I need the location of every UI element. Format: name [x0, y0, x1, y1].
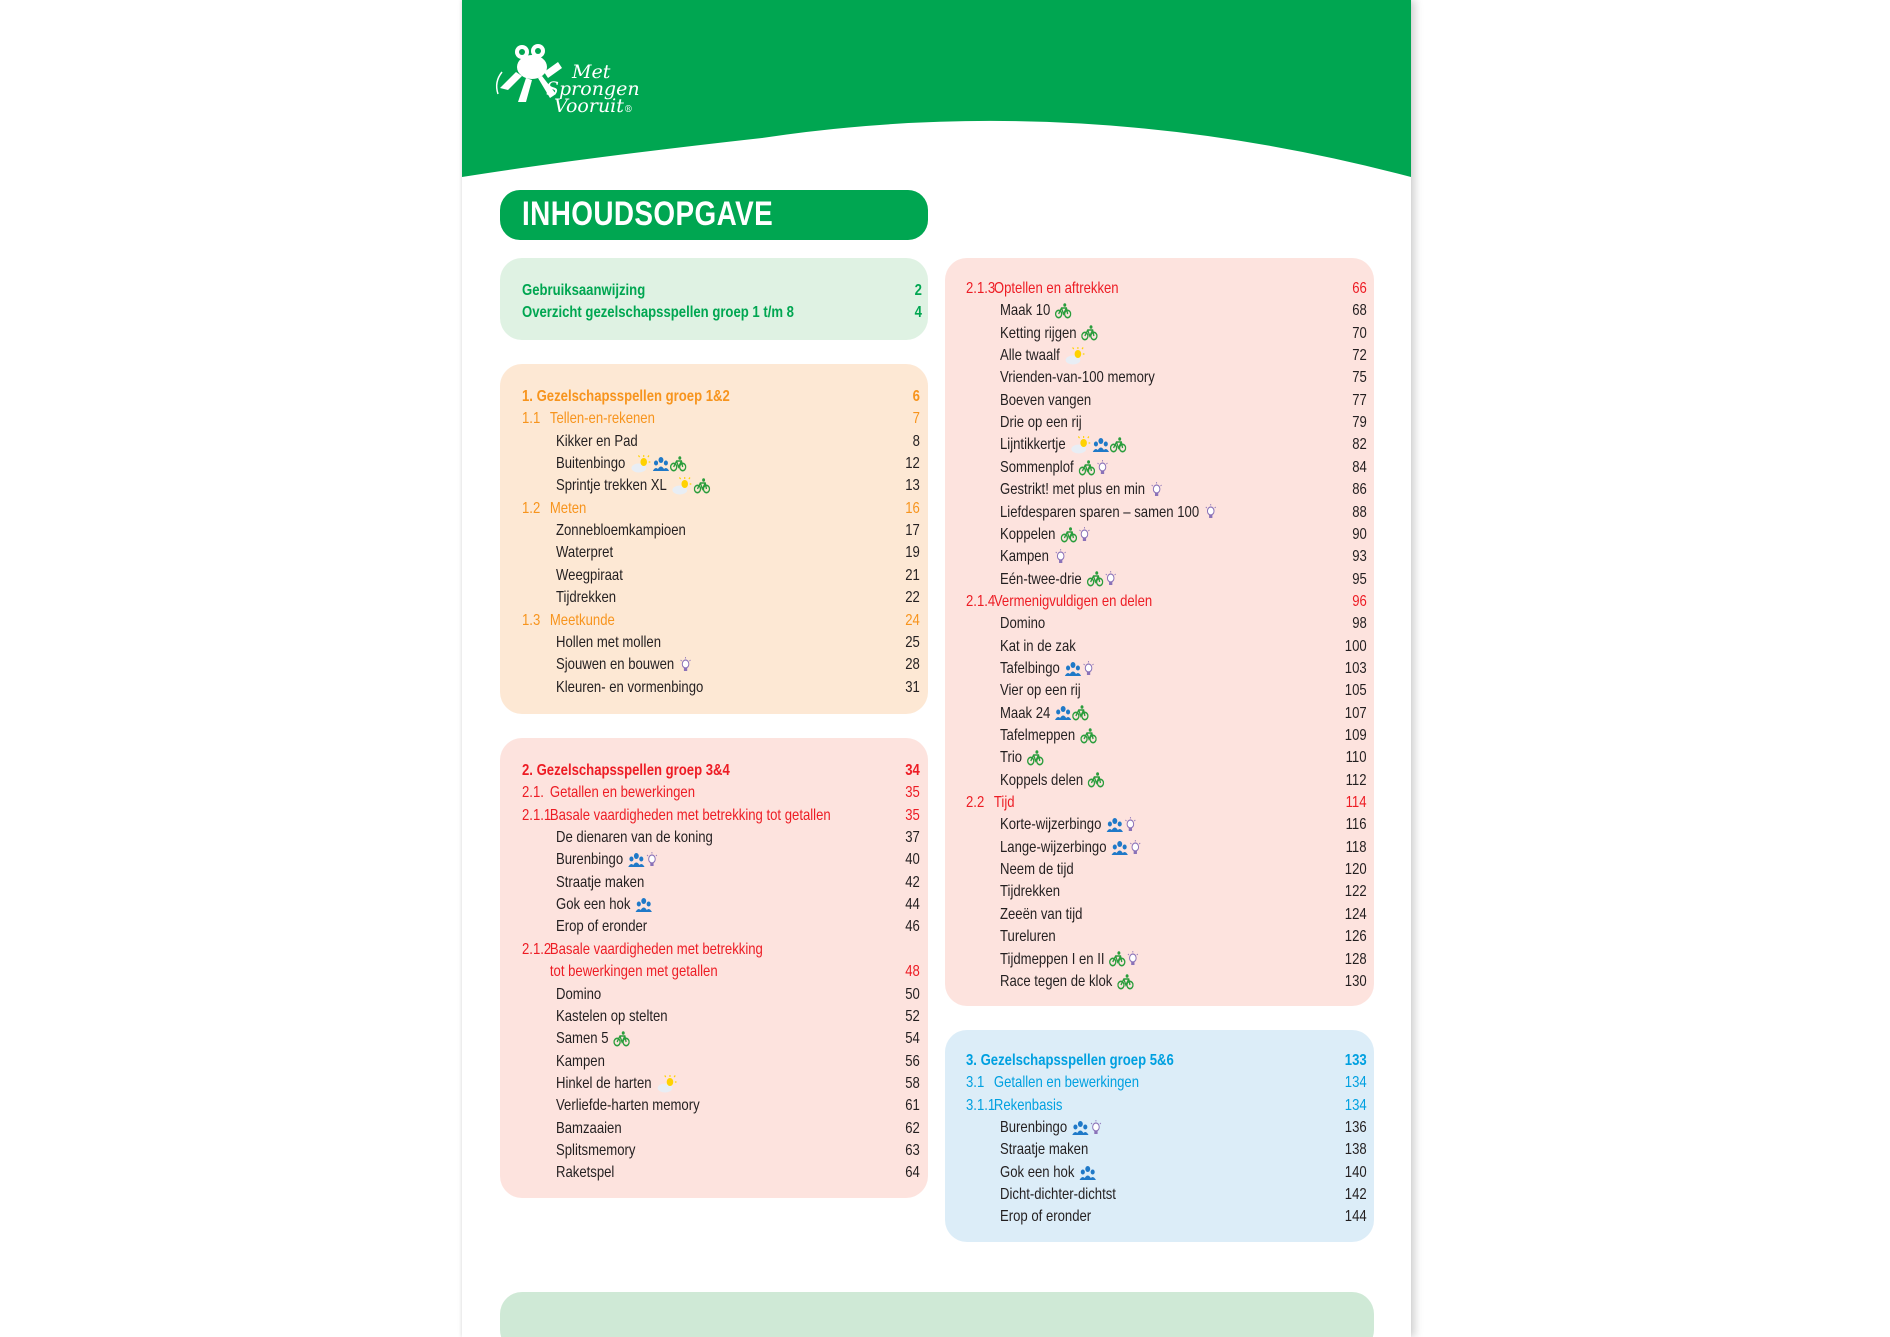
bulb-icon [1129, 839, 1143, 856]
toc-page-number: 66 [1352, 280, 1367, 297]
toc-number: 2.1.4 [966, 592, 996, 610]
toc-entry [556, 453, 920, 475]
toc-subsection [966, 792, 1367, 814]
toc-title: Zonnebloemkampioen [556, 522, 686, 540]
toc-title: Kampen [556, 1052, 605, 1070]
toc-page-number: 40 [905, 851, 920, 869]
toc-page-number: 82 [1352, 436, 1367, 454]
toc-title: Waterpret [556, 544, 614, 562]
toc-entry [556, 984, 920, 1006]
toc-entry [1000, 502, 1367, 524]
toc-page-number: 35 [905, 784, 920, 802]
bike-icon [1088, 772, 1105, 789]
toc-page-number: 58 [905, 1074, 920, 1092]
toc-page-number: 107 [1345, 704, 1367, 722]
toc-subsection [522, 610, 920, 632]
bike-icon [1080, 727, 1097, 744]
bulb-icon [1104, 571, 1118, 588]
toc-page-number: 52 [905, 1007, 920, 1025]
toc-entry [1000, 546, 1367, 568]
toc-title: Zeeën van tijd [1000, 905, 1083, 923]
toc-page-number: 35 [905, 806, 920, 824]
toc-page-number: 31 [905, 678, 920, 696]
toc-entry [1000, 904, 1367, 926]
toc-page-number: 142 [1345, 1186, 1367, 1204]
toc-page-number: 7 [912, 410, 920, 428]
toc-title: Basale vaardigheden met betrekking tot getallen [549, 806, 831, 824]
toc-subsection [522, 805, 920, 827]
toc-page-number: 12 [905, 455, 920, 473]
toc-section-heading [522, 386, 920, 408]
bulb-icon [1150, 481, 1164, 498]
toc-page-number: 93 [1352, 548, 1367, 566]
toc-entry [556, 632, 920, 654]
toc-title: Kat in de zak [1000, 637, 1076, 655]
toc-title: Raketspel [556, 1164, 615, 1182]
toc-page-number: 144 [1345, 1208, 1367, 1226]
toc-page-number: 136 [1345, 1119, 1367, 1137]
toc-entry [1000, 725, 1367, 747]
toc-entry [556, 677, 920, 699]
toc-title: Getallen en bewerkingen [993, 1074, 1140, 1092]
toc-title: Maak 10 [1000, 302, 1051, 320]
toc-title: Domino [1000, 615, 1046, 633]
toc-title: Kikker en Pad [556, 432, 638, 450]
toc-title: Tijdrekken [1000, 883, 1061, 901]
toc-entry [556, 894, 920, 916]
toc-page-number: 86 [1352, 481, 1367, 499]
toc-page-number: 128 [1345, 950, 1367, 968]
toc-page-number: 44 [905, 896, 920, 914]
toc-title: Korte-wijzerbingo [1000, 816, 1102, 834]
toc-page-number: 118 [1346, 838, 1367, 856]
toc-title: Bamzaaien [556, 1119, 622, 1137]
toc-subsection [966, 591, 1367, 613]
toc-entry [556, 849, 920, 871]
toc-entry [1000, 658, 1367, 680]
toc-title: Straatje maken [556, 873, 645, 891]
sun-icon [1071, 436, 1093, 453]
toc-title: tot bewerkingen met getallen [549, 963, 718, 981]
toc-page-number: 62 [905, 1119, 920, 1137]
toc-title: Neem de tijd [1000, 861, 1074, 879]
toc-number: 2.1. [522, 784, 544, 802]
toc-number: 2.1.3 [966, 280, 996, 297]
bike-icon [1079, 459, 1096, 476]
toc-title: Dicht-dichter-dichtst [1000, 1186, 1116, 1204]
toc-entry [556, 520, 920, 542]
toc-subsection [966, 1095, 1367, 1117]
toc-title: Straatje maken [1000, 1141, 1089, 1159]
toc-entry [1000, 1117, 1367, 1139]
toc-section-heading [522, 760, 920, 782]
toc-page-number: 6 [912, 388, 920, 405]
bulb-icon [1082, 660, 1096, 677]
toc-title: Lange-wijzerbingo [1000, 838, 1107, 856]
bulb-icon [1078, 526, 1092, 543]
toc-title: Gok een hok [556, 896, 631, 914]
bike-icon [1109, 951, 1126, 968]
toc-page-number: 98 [1352, 615, 1367, 633]
toc-page-number: 103 [1345, 659, 1367, 677]
toc-entry [1000, 926, 1367, 948]
toc-title: Basale vaardigheden met betrekking [549, 940, 763, 958]
toc-entry [556, 1028, 920, 1050]
toc-title: Tureluren [1000, 928, 1056, 946]
toc-title: Samen 5 [556, 1030, 609, 1048]
toc-entry [1000, 859, 1367, 881]
toc-page-number: 4 [914, 304, 922, 321]
toc-entry [1000, 837, 1367, 859]
toc-title: Rekenbasis [993, 1096, 1063, 1114]
toc-entry [556, 654, 920, 676]
bike-icon [1110, 436, 1127, 453]
toc-page-number: 24 [905, 611, 920, 629]
toc-title: 2. Gezelschapsspellen groep 3&4 [522, 762, 730, 779]
toc-page-number: 79 [1352, 414, 1367, 432]
toc-page-number: 48 [905, 963, 920, 981]
toc-page-number: 28 [905, 656, 920, 674]
toc-title: Gebruiksaanwijzing [522, 282, 646, 299]
toc-entry [1000, 367, 1367, 389]
toc-page-number: 116 [1346, 816, 1367, 834]
toc-page-number: 46 [905, 918, 920, 936]
toc-title: Trio [1000, 749, 1023, 767]
toc-page-number: 61 [905, 1097, 920, 1115]
toc-entry [1000, 569, 1367, 591]
toc-title: Optellen en aftrekken [993, 280, 1119, 297]
toc-title: Kampen [1000, 548, 1049, 566]
toc-page-number: 120 [1345, 861, 1367, 879]
toc-entry [556, 1073, 920, 1095]
toc-page-number: 95 [1352, 570, 1367, 588]
toc-title: Tijdrekken [556, 589, 617, 607]
toc-title: Sprintje trekken XL [556, 477, 667, 495]
toc-subsection [522, 408, 920, 430]
toc-page-number: 8 [912, 432, 920, 450]
bulb-icon [1204, 504, 1218, 521]
toc-title: Meetkunde [549, 611, 615, 629]
toc-page-number: 110 [1346, 749, 1367, 767]
toc-entry [556, 827, 920, 849]
toc-title: Tijd [993, 794, 1015, 812]
toc-page-number: 25 [905, 633, 920, 651]
toc-title: Hollen met mollen [556, 633, 662, 651]
toc-entry [1000, 524, 1367, 546]
toc-entry [556, 1140, 920, 1162]
toc-entry [1000, 457, 1367, 479]
toc-entry [1000, 747, 1367, 769]
toc-entry [1000, 345, 1367, 367]
toc-entry [556, 1118, 920, 1140]
toc-page-number: 88 [1352, 503, 1367, 521]
toc-page-number: 134 [1345, 1074, 1367, 1092]
toc-entry [556, 475, 920, 497]
group-icon [1111, 839, 1128, 856]
toc-page-number: 34 [905, 762, 920, 779]
toc-page-number: 114 [1346, 794, 1367, 812]
toc-page-number: 90 [1352, 525, 1367, 543]
toc-title: Sjouwen en bouwen [556, 656, 675, 674]
group-icon [1093, 436, 1110, 453]
toc-page-number: 68 [1352, 302, 1367, 320]
toc-entry [556, 872, 920, 894]
toc-page-number: 122 [1345, 883, 1367, 901]
toc-title: Sommenplof [1000, 459, 1074, 477]
bike-icon [1087, 571, 1104, 588]
toc-title: 3. Gezelschapsspellen groep 5&6 [966, 1052, 1174, 1069]
toc-title: Weegpiraat [556, 566, 623, 584]
toc-entry [1000, 323, 1367, 345]
toc-page-number: 50 [905, 985, 920, 1003]
bike-icon [1027, 749, 1044, 766]
sun-icon [656, 1075, 678, 1092]
toc-title: Lijntikkertje [1000, 436, 1066, 454]
toc-title: Gestrikt! met plus en min [1000, 481, 1146, 499]
toc-subsection [522, 961, 920, 983]
toc-entry [1000, 390, 1367, 412]
toc-entry [556, 1006, 920, 1028]
toc-page-number: 42 [905, 873, 920, 891]
bulb-icon [679, 656, 693, 673]
toc-page-number: 22 [905, 589, 920, 607]
toc-entry [1000, 613, 1367, 635]
bulb-icon [1054, 548, 1068, 565]
toc-entry [556, 1095, 920, 1117]
toc-title: Tafelmeppen [1000, 727, 1076, 745]
toc-number: 2.1.2 [522, 940, 552, 958]
toc-entry [1000, 814, 1367, 836]
toc-section-heading [966, 1050, 1367, 1072]
toc-page-number: 72 [1352, 347, 1367, 365]
toc-title: Splitsmemory [556, 1141, 636, 1159]
toc-page-number: 64 [905, 1164, 920, 1182]
toc-intro-entry [522, 302, 922, 324]
toc-title: Boeven vangen [1000, 391, 1092, 409]
toc-page-number: 19 [905, 544, 920, 562]
toc-number: 2.2 [966, 794, 985, 812]
sun-icon [1065, 347, 1087, 364]
bike-icon [1072, 705, 1089, 722]
toc-title: Erop of eronder [556, 918, 648, 936]
toc-entry [1000, 479, 1367, 501]
toc-page-number: 70 [1352, 324, 1367, 342]
toc-page-number: 16 [905, 499, 920, 517]
group-icon [652, 455, 669, 472]
group-icon [1055, 705, 1072, 722]
toc-page-number: 112 [1346, 771, 1367, 789]
toc-entry [556, 565, 920, 587]
toc-number: 2.1.1 [522, 806, 552, 824]
toc-title: Liefdesparen sparen – samen 100 [1000, 503, 1200, 521]
toc-entry [1000, 412, 1367, 434]
toc-page-number: 54 [905, 1030, 920, 1048]
toc-title: Ketting rijgen [1000, 324, 1077, 342]
group-icon [635, 896, 652, 913]
bike-icon [613, 1030, 630, 1047]
bulb-icon [1089, 1119, 1103, 1136]
toc-subsection [522, 782, 920, 804]
group-icon [1106, 816, 1123, 833]
toc-subsection [966, 1072, 1367, 1094]
bike-icon [1060, 526, 1077, 543]
toc-title: De dienaren van de koning [556, 829, 713, 847]
toc-page-number: 105 [1345, 682, 1367, 700]
toc-title: Getallen en bewerkingen [549, 784, 696, 802]
toc-title: Tafelbingo [1000, 660, 1060, 678]
bike-icon [1055, 302, 1072, 319]
toc-entry [1000, 1139, 1367, 1161]
toc-page-number: 63 [905, 1141, 920, 1159]
toc-title: Vrienden-van-100 memory [1000, 369, 1155, 387]
toc-title: Burenbingo [1000, 1119, 1068, 1137]
toc-page-number: 124 [1345, 905, 1367, 923]
bike-icon [670, 455, 687, 472]
toc-page-number: 56 [905, 1052, 920, 1070]
toc-page-number: 96 [1352, 592, 1367, 610]
toc-entry [1000, 971, 1367, 993]
sun-icon [672, 477, 694, 494]
toc-number: 3.1 [966, 1074, 985, 1092]
toc-title: Burenbingo [556, 851, 624, 869]
toc-title: Verliefde-harten memory [556, 1097, 700, 1115]
toc-page-number: 126 [1345, 928, 1367, 946]
toc-intro-entry [522, 280, 922, 302]
toc-title: Drie op een rij [1000, 414, 1082, 432]
toc-page-number: 109 [1345, 727, 1367, 744]
toc-title: Tellen-en-rekenen [549, 410, 655, 428]
toc-entry [556, 1162, 920, 1184]
toc-entry [556, 431, 920, 453]
toc-entry [556, 916, 920, 938]
toc-page-number: 140 [1345, 1163, 1367, 1181]
toc-title: Vermenigvuldigen en delen [993, 592, 1153, 610]
toc-title: Buitenbingo [556, 455, 626, 473]
toc-entry [1000, 434, 1367, 456]
toc-subsection [966, 278, 1367, 300]
toc-title: Koppels delen [1000, 771, 1084, 789]
title-bar [500, 190, 928, 240]
toc-title: Hinkel de harten [556, 1075, 652, 1093]
toc-entry [1000, 770, 1367, 792]
toc-entry [556, 542, 920, 564]
toc-title: Domino [556, 985, 602, 1003]
group-icon [628, 851, 645, 868]
toc-number: 1.2 [522, 499, 541, 517]
toc-title: Kleuren- en vormenbingo [556, 678, 704, 696]
toc-entry [1000, 881, 1367, 903]
group-icon [1065, 660, 1082, 677]
bike-icon [1082, 325, 1099, 342]
page-title: INHOUDSOPGAVE [522, 195, 774, 233]
logo-wordmark: Met Sprongen Vooruit® [546, 61, 640, 117]
toc-entry [1000, 1184, 1367, 1206]
toc-page-number: 138 [1345, 1141, 1367, 1159]
toc-number: 1.1 [522, 410, 541, 428]
toc-entry [1000, 949, 1367, 971]
toc-page-number: 134 [1345, 1096, 1367, 1114]
toc-page-number: 17 [905, 522, 920, 540]
toc-title: Erop of eronder [1000, 1208, 1092, 1226]
toc-title: Eén-twee-drie [1000, 570, 1082, 588]
bulb-icon [1123, 816, 1137, 833]
bulb-icon [1127, 951, 1141, 968]
toc-page-number: 21 [905, 566, 920, 584]
toc-subsection [522, 498, 920, 520]
toc-title: Tijdmeppen I en II [1000, 950, 1105, 968]
toc-title: Alle twaalf [1000, 347, 1060, 365]
toc-title: Koppelen [1000, 526, 1056, 544]
footer-box [500, 1292, 1374, 1337]
toc-page-number: 37 [905, 829, 920, 847]
toc-entry [1000, 300, 1367, 322]
group-icon [1072, 1119, 1089, 1136]
sun-icon [630, 455, 652, 472]
toc-subsection [522, 939, 920, 961]
toc-page-number: 13 [905, 477, 920, 495]
toc-page-number: 75 [1352, 369, 1367, 387]
toc-entry [1000, 703, 1367, 725]
toc-title: Meten [549, 499, 587, 517]
toc-page-number: 100 [1345, 637, 1367, 655]
toc-title: Race tegen de klok [1000, 973, 1113, 991]
toc-page-number: 130 [1345, 972, 1367, 990]
toc-title: Vier op een rij [1000, 682, 1081, 700]
group-icon [1079, 1164, 1096, 1181]
toc-title: Maak 24 [1000, 704, 1051, 722]
toc-entry [556, 1051, 920, 1073]
bike-icon [694, 477, 711, 494]
toc-entry [556, 587, 920, 609]
document-page [462, 0, 1411, 1337]
toc-title: 1. Gezelschapsspellen groep 1&2 [522, 388, 730, 405]
toc-entry [1000, 1162, 1367, 1184]
toc-entry [1000, 680, 1367, 702]
toc-title: Gok een hok [1000, 1163, 1075, 1181]
toc-title: Kastelen op stelten [556, 1007, 668, 1025]
toc-entry [1000, 636, 1367, 658]
toc-page-number: 133 [1345, 1052, 1367, 1069]
bike-icon [1117, 973, 1134, 990]
toc-number: 1.3 [522, 611, 541, 629]
bulb-icon [645, 851, 659, 868]
toc-page-number: 2 [914, 282, 922, 299]
toc-number: 3.1.1 [966, 1096, 996, 1114]
bulb-icon [1096, 459, 1110, 476]
toc-title: Overzicht gezelschapsspellen groep 1 t/m 8 [522, 304, 794, 321]
toc-page-number: 84 [1352, 458, 1367, 476]
toc-entry [1000, 1206, 1367, 1228]
toc-page-number: 77 [1352, 391, 1367, 409]
